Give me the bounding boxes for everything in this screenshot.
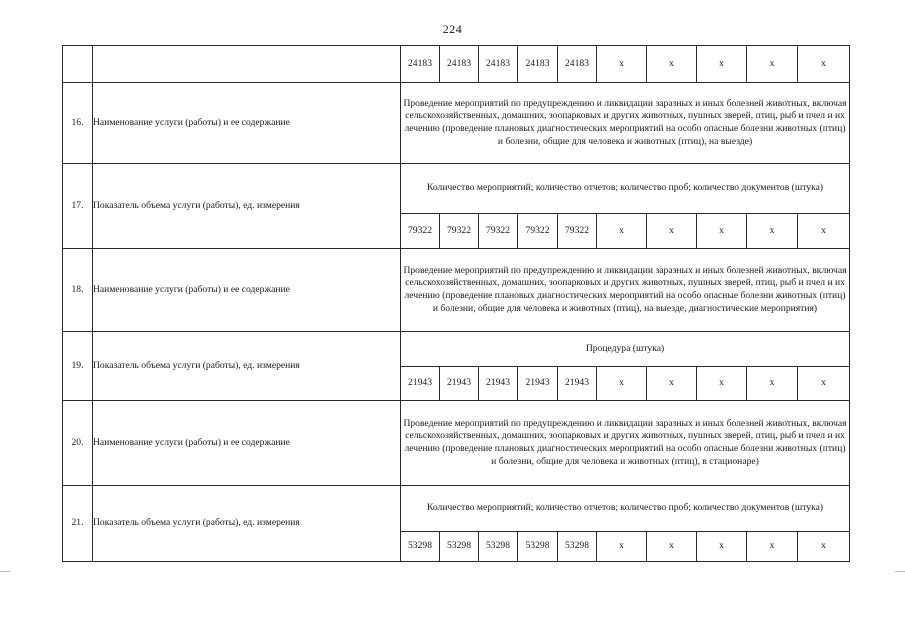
- table-row: [63, 401, 850, 486]
- value-cell: 79322: [479, 214, 518, 249]
- mark-cell: x: [647, 214, 697, 249]
- service-description: Проведение мероприятий по предупреждению и ликвидации заразных и иных болезней животных, включая сельскохозяйственных, домашних, зоопарковых и других животных, пушных зверей, птиц, рыб и пчел и их лечению (проведение плановых диагностических мероприятий на особо опасные болезни животных (птиц) и болезни, общие для человека и животных (птиц), в стационаре): [401, 401, 850, 486]
- value-cell: 24183: [401, 46, 440, 83]
- mark-cell: x: [647, 46, 697, 83]
- table-row: [63, 486, 850, 532]
- table-row: [63, 164, 850, 214]
- value-cell: 24183: [558, 46, 597, 83]
- table-row: [63, 249, 850, 332]
- value-cell: 79322: [558, 214, 597, 249]
- mark-cell: x: [798, 367, 850, 401]
- mark-cell: x: [747, 367, 798, 401]
- value-cell: 79322: [440, 214, 479, 249]
- mark-cell: x: [798, 532, 850, 562]
- value-cell: 24183: [479, 46, 518, 83]
- row-number: 18.: [63, 249, 93, 332]
- scan-edge-right: [895, 571, 905, 572]
- table-row: [63, 332, 850, 367]
- mark-cell: x: [597, 46, 647, 83]
- services-table: [62, 45, 850, 562]
- mark-cell: x: [747, 532, 798, 562]
- mark-cell: x: [597, 367, 647, 401]
- mark-cell: x: [597, 532, 647, 562]
- mark-cell: x: [597, 214, 647, 249]
- value-cell: 21943: [479, 367, 518, 401]
- value-cell: 24183: [440, 46, 479, 83]
- mark-cell: x: [747, 46, 798, 83]
- mark-cell: x: [798, 214, 850, 249]
- mark-cell: x: [798, 46, 850, 83]
- row-number: 17.: [63, 164, 93, 249]
- row-label: Наименование услуги (работы) и ее содержание: [93, 249, 401, 332]
- table-row: [63, 46, 850, 83]
- mark-cell: x: [647, 367, 697, 401]
- value-cell: 53298: [440, 532, 479, 562]
- value-cell: 79322: [401, 214, 440, 249]
- row-label: Показатель объема услуги (работы), ед. измерения: [93, 332, 401, 401]
- row-label: Наименование услуги (работы) и ее содержание: [93, 401, 401, 486]
- row-number: 16.: [63, 83, 93, 164]
- mark-cell: x: [647, 532, 697, 562]
- row-label: Показатель объема услуги (работы), ед. измерения: [93, 164, 401, 249]
- label-cell: [93, 46, 401, 83]
- row-number: 21.: [63, 486, 93, 562]
- mark-cell: x: [697, 46, 747, 83]
- value-cell: 21943: [440, 367, 479, 401]
- row-label: Показатель объема услуги (работы), ед. измерения: [93, 486, 401, 562]
- mark-cell: x: [697, 214, 747, 249]
- value-cell: 24183: [518, 46, 558, 83]
- table-row: [63, 83, 850, 164]
- scan-edge-left: [0, 571, 10, 572]
- mark-cell: x: [747, 214, 798, 249]
- page-number: 224: [442, 22, 463, 36]
- row-number: 19.: [63, 332, 93, 401]
- value-cell: 21943: [518, 367, 558, 401]
- value-cell: 53298: [479, 532, 518, 562]
- value-cell: 79322: [518, 214, 558, 249]
- unit-of-measure: Количество мероприятий; количество отчетов; количество проб; количество документов (штука): [401, 164, 850, 214]
- value-cell: 53298: [558, 532, 597, 562]
- value-cell: 53298: [518, 532, 558, 562]
- service-description: Проведение мероприятий по предупреждению и ликвидации заразных и иных болезней животных, включая сельскохозяйственных, домашних, зоопарковых и других животных, пушных зверей, птиц, рыб и пчел и их лечению (проведение плановых диагностических мероприятий на особо опасные болезни животных (птиц) и болезни, общие для человека и животных (птиц), на выезде, диагностические мероприятия): [401, 249, 850, 332]
- unit-of-measure: Процедура (штука): [401, 332, 850, 367]
- mark-cell: x: [697, 532, 747, 562]
- number-cell: [63, 46, 93, 83]
- unit-of-measure: Количество мероприятий; количество отчетов; количество проб; количество документов (штука): [401, 486, 850, 532]
- row-number: 20.: [63, 401, 93, 486]
- value-cell: 21943: [401, 367, 440, 401]
- service-description: Проведение мероприятий по предупреждению и ликвидации заразных и иных болезней животных, включая сельскохозяйственных, домашних, зоопарковых и других животных, пушных зверей, птиц, рыб и пчел и их лечению (проведение плановых диагностических мероприятий на особо опасные болезни животных (птиц) и болезни, общие для человека и животных (птиц), на выезде): [401, 83, 850, 164]
- value-cell: 53298: [401, 532, 440, 562]
- value-cell: 21943: [558, 367, 597, 401]
- mark-cell: x: [697, 367, 747, 401]
- row-label: Наименование услуги (работы) и ее содержание: [93, 83, 401, 164]
